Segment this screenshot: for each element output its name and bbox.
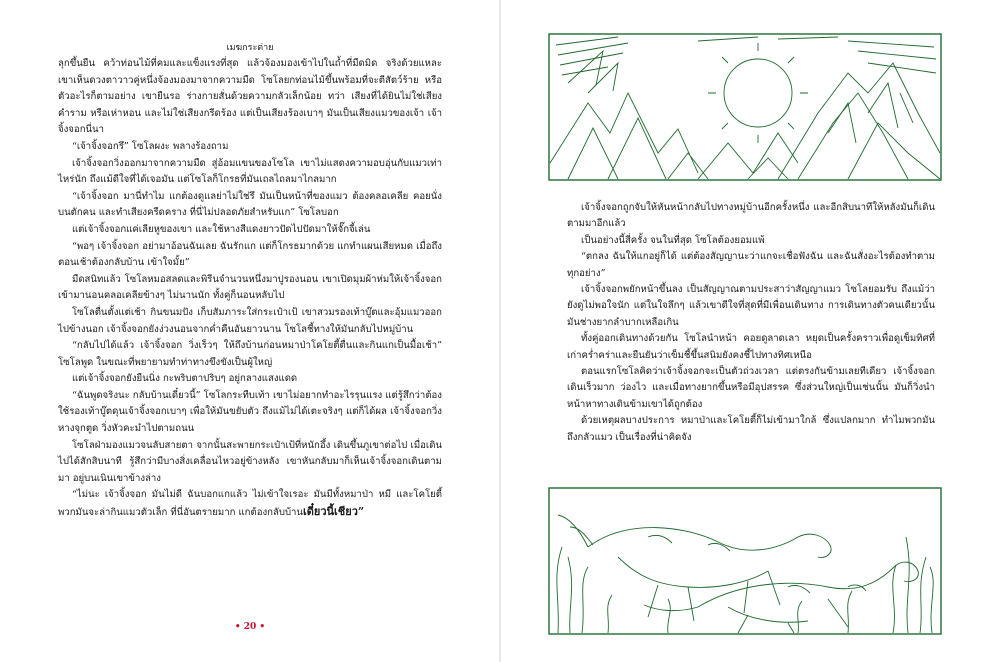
- paragraph: “เจ้าจิ้งจอกรึ” โซโลผงะ พลางร้องถาม: [72, 140, 229, 152]
- paragraph: โซโลฝ่ามองแมวจนลับสายตา จากนั้นสะพายกระเป๋าเป้ที่หนักอึ้ง เดินขึ้นภูเขาต่อไป เมื่อเดินไปได้สักสิบนาที รู้สึกว่ามีบางสิ่งเคลื่อนไหวอยู่ข้างหลัง เขาหันกลับมาก็เห็นเจ้าจิ้งจอกเดินตามมา อยู่บนเนินเขาข้างล่าง: [58, 439, 442, 484]
- paragraph: เป็นอย่างนี้สี่ครั้ง จนในที่สุด โซโลต้องยอมแพ้: [581, 234, 765, 246]
- paragraph: โซโลตื่นตั้งแต่เช้า กินขนมปัง เก็บสัมภาระใส่กระเป๋าเป้ เขาสวมรองเท้าบู๊ตและอุ้มแมวออกไปข้างนอก เจ้าจิ้งจอกยังง่วงนอนจากค่ำคืนอันยาวนาน โซโลชี้ทางให้มันกลับไปหมู่บ้าน: [58, 306, 442, 335]
- sun-mountains-illustration: [548, 33, 942, 181]
- paragraph: แต่เจ้าจิ้งจอกยังยืนนิ่ง กะพริบตาปริบๆ อยู่กลางแสงแดด: [72, 373, 298, 385]
- right-page-text: [567, 200, 935, 446]
- paragraph: ด้วยเหตุผลบางประการ หมาป่าและโคโยตี้ก็ไม่เข้ามาใกล้ ซึ่งแปลกมาก ทำไมพวกมันถึงกลัวแมว เป็นเรื่องที่น่าคิดจัง: [567, 415, 935, 443]
- paragraph-final: [58, 487, 442, 521]
- page-number: • 20 •: [234, 622, 266, 632]
- paragraph: ทั้งคู่ออกเดินทางด้วยกัน โซโลนำหน้า คอยดูลาดเลา หยุดเป็นครั้งคราวเพื่อดูเข็มทิศที่เก่าคร่ำคร่าและยืนยันว่าเข็มชี้ขึ้นสนิมยังคงชี้ไปทางทิศเหนือ: [567, 333, 935, 361]
- paragraph: แต่เจ้าจิ้งจอกแค่เลียหูของเขา และใช้หางสีแดงยาวปัดไปปัดมาให้จั๊กจี้เล่น: [72, 223, 371, 235]
- running-head: เมฆกระต่าย: [226, 43, 274, 53]
- paragraph: “ฉันพูดจริงนะ กลับบ้านเดี๋ยวนี้” โซโลกระทืบเท้า เขาไม่อยากทำอะไรรุนแรง แต่รู้สึกว่าต้องใช้รองเท้าบู๊ตดุนเจ้าจิ้งจอกเบาๆ เพื่อให้มันขยับตัว ถึงแม้ไม่ได้เตะจริงๆ แต่ก็ได้ผล เจ้าจิ้งจอกวิ่งหางจุกตูด วิ่งหัวคะมำไปตามถนน: [58, 389, 442, 435]
- paragraph: “พอๆ เจ้าจิ้งจอก อย่ามาอ้อนฉันเลย ฉันรักแก แต่ก็โกรธมากด้วย แกทำแผนเสียหมด เมื่อถึงตอนเช้าต้องกลับบ้าน เข้าใจมั้ย”: [58, 240, 442, 269]
- left-page-text: [58, 56, 442, 522]
- paragraph: เจ้าจิ้งจอกพยักหน้าขึ้นลง เป็นสัญญาณตามประสาว่าสัญญาแมว โซโลยอมรับ ถึงแม้ว่ายังดูไม่พอใจนัก แต่ในใจลึกๆ แล้วเขาดีใจที่สุดที่มีเพื่อนเดินทาง การเดินทางตัวคนเดียวนั้นมันช่างยากลำบากเหลือเกิน: [567, 284, 935, 328]
- paragraph-text: “ไม่นะ เจ้าจิ้งจอก มันไม่ดี ฉันบอกแกแล้ว ไม่เข้าใจเรอะ มันมีทั้งหมาป่า หมี และโคโยตี้ พวกมันจะล่ากินแมวตัวเล็ก ที่นี่อันตรายมาก แกต้องกลับบ้าน: [58, 489, 442, 519]
- paragraph: มืดสนิทแล้ว โซโลหมอสลดและพิรีนจำนวนหนึ่งมาปูรองนอน เขาเปิดมุมผ้าห่มให้เจ้าจิ้งจอกเข้ามานอนคลอเคลียข้างๆ ไม่นานนัก ทั้งคู่ก็นอนหลับไป: [58, 273, 442, 302]
- paragraph: “กลับไปได้แล้ว เจ้าจิ้งจอก วิ่งเร็วๆ ให้ถึงบ้านก่อนหมาป่าโคโยตี้ตื่นและกินแกเป็นมื้อเช้า” โซโลพูด ในขณะที่พยายามทำท่าทางขึงขังเป็นผู้ใหญ่: [58, 340, 442, 368]
- paragraph: ตอนแรกโซโลคิดว่าเจ้าจิ้งจอกจะเป็นตัวถ่วงเวลา แต่ตรงกันข้ามเลยทีเดียว เจ้าจิ้งจอกเดินเร็วมาก ว่องไว และเมื่อทางยากขึ้นหรือมีอุปสรรค ซึ่งส่วนใหญ่เป็นเช่นนั้น มันก็วิ่งนำหน้าหาทางเดินข้ามเขาได้ถูกต้อง: [567, 366, 935, 410]
- paragraph: เจ้าจิ้งจอกถูกจับให้หันหน้ากลับไปทางหมู่บ้านอีกครั้งหนึ่ง และอีกสิบนาทีให้หลังมันก็เดินตามมาอีกแล้ว: [567, 202, 935, 230]
- paragraph: “ตกลง ฉันให้แกอยู่ก็ได้ แต่ต้องสัญญานะว่าแกจะเชื่อฟังฉัน และฉันสั่งอะไรต้องทำตามทุกอย่าง”: [567, 251, 935, 279]
- paragraph: ลุกขึ้นยืน คว้าท่อนไม้ที่คมและแข็งแรงที่สุด แล้วจ้องมองเข้าไปในถ้ำที่มืดมิด จริงด้วยแหละ เขาเห็นดวงตาวาวคู่หนึ่งจ้องมองมาจากความมืด โซโลยกท่อนไม้ขึ้นพร้อมที่จะตีสัตว์ร้าย หรือตัวอะไรก็ตามอย่าง เขายืนรอ ร่างกายสั่นด้วยความกลัวเล็กน้อย ทว่า เสียงที่ได้ยินไม่ใช่เสียงคำราม หรือเห่าหอน และไม่ใช่เสียงกรีดร้อง แต่เป็นเสียงร้องเบาๆ มันเป็นเสียงแมวของเจ้า เจ้าจิ้งจอกนี่นา: [58, 58, 442, 136]
- paragraph: เจ้าจิ้งจอกวิ่งออกมาจากความมืด สู่อ้อมแขนของโซโล เขาไม่แสดงความอบอุ่นกับแมวเท่าไหร่นัก ถึงแม้ดีใจที่ได้เจอมัน แต่โซโลก็โกรธที่มันเถลไถลมาไกลมาก: [58, 157, 442, 186]
- paragraph: “เจ้าจิ้งจอก มานี่ทำไม แกต้องดูแลย่าไม่ใช่รึ มันเป็นหน้าที่ของแมว ต้องคลอเคลีย คอยนั่งบนตักคน และทำเสียงครืดคราง ที่นี่ไม่ปลอดภัยสำหรับแก” โซโลบอก: [58, 190, 442, 219]
- wolves-grass-illustration: [548, 487, 942, 635]
- emphasis-text: เดี๋ยวนี้เชียว”: [302, 505, 365, 519]
- book-gutter: [499, 0, 501, 662]
